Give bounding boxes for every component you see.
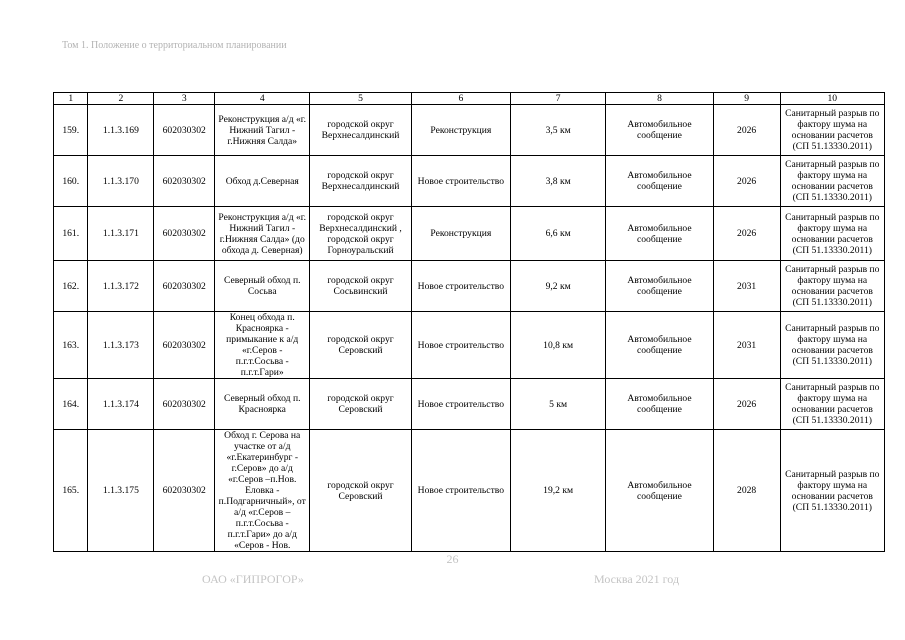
row-zone: Санитарный разрыв по фактору шума на основании расчетов (СП 51.13330.2011)	[780, 430, 884, 552]
row-number: 159.	[54, 105, 88, 156]
column-header: 5	[310, 93, 411, 105]
table-row	[54, 379, 885, 430]
row-id: 602030302	[154, 312, 215, 379]
row-purpose: Автомобильное сообщение	[606, 379, 713, 430]
row-length: 5 км	[511, 379, 606, 430]
column-header: 4	[215, 93, 310, 105]
row-length: 6,6 км	[511, 207, 606, 261]
row-id: 602030302	[154, 156, 215, 207]
page-number: 26	[446, 552, 459, 566]
table-row	[54, 207, 885, 261]
row-type: Новое строительство	[411, 379, 510, 430]
table-row	[54, 430, 885, 552]
table-row	[54, 156, 885, 207]
row-zone: Санитарный разрыв по фактору шума на основании расчетов (СП 51.13330.2011)	[780, 379, 884, 430]
row-object: Реконструкция а/д «г. Нижний Тагил - г.Нижняя Салда»	[215, 105, 310, 156]
row-purpose: Автомобильное сообщение	[606, 207, 713, 261]
row-id: 602030302	[154, 430, 215, 552]
row-id: 602030302	[154, 105, 215, 156]
table-row	[54, 261, 885, 312]
row-length: 10,8 км	[511, 312, 606, 379]
column-header: 1	[54, 93, 88, 105]
row-district: городской округ Сосьвинский	[310, 261, 411, 312]
table-row	[54, 312, 885, 379]
row-district: городской округ Верхнесалдинский , городской округ Горноуральский	[310, 207, 411, 261]
column-header: 3	[154, 93, 215, 105]
row-object: Конец обхода п. Красноярка - примыкание к а/д «г.Серов - п.г.т.Сосьва - п.г.т.Гари»	[215, 312, 310, 379]
row-purpose: Автомобильное сообщение	[606, 312, 713, 379]
table-row	[54, 105, 885, 156]
row-year: 2026	[713, 105, 780, 156]
row-district: городской округ Верхнесалдинский	[310, 105, 411, 156]
column-header: 9	[713, 93, 780, 105]
row-number: 163.	[54, 312, 88, 379]
column-header: 2	[88, 93, 154, 105]
row-purpose: Автомобильное сообщение	[606, 430, 713, 552]
row-zone: Санитарный разрыв по фактору шума на основании расчетов (СП 51.13330.2011)	[780, 312, 884, 379]
row-zone: Санитарный разрыв по фактору шума на основании расчетов (СП 51.13330.2011)	[780, 156, 884, 207]
row-id: 602030302	[154, 261, 215, 312]
row-code: 1.1.3.169	[88, 105, 154, 156]
row-code: 1.1.3.174	[88, 379, 154, 430]
row-object: Обход г. Серова на участке от а/д «г.Екатеринбург - г.Серов» до а/д «г.Серов –п.Нов. Еловка - п.Подгарничный», от а/д «г.Серов – п.г.т.Сосьва - п.г.т.Гари» до а/д «Серов - Нов.	[215, 430, 310, 552]
row-code: 1.1.3.173	[88, 312, 154, 379]
row-object: Обход д.Северная	[215, 156, 310, 207]
row-district: городской округ Серовский	[310, 430, 411, 552]
row-year: 2028	[713, 430, 780, 552]
footer-organization: ОАО «ГИПРОГОР»	[202, 572, 304, 586]
column-header: 8	[606, 93, 713, 105]
row-code: 1.1.3.170	[88, 156, 154, 207]
row-object: Северный обход п. Сосьва	[215, 261, 310, 312]
row-district: городской округ Серовский	[310, 379, 411, 430]
row-year: 2031	[713, 312, 780, 379]
document-header-note: Том 1. Положение о территориальном планировании	[62, 40, 287, 51]
row-object: Северный обход п. Красноярка	[215, 379, 310, 430]
row-length: 9,2 км	[511, 261, 606, 312]
row-number: 164.	[54, 379, 88, 430]
column-header: 6	[411, 93, 510, 105]
row-zone: Санитарный разрыв по фактору шума на основании расчетов (СП 51.13330.2011)	[780, 105, 884, 156]
row-length: 19,2 км	[511, 430, 606, 552]
row-year: 2026	[713, 207, 780, 261]
row-object: Реконструкция а/д «г. Нижний Тагил - г.Нижняя Салда» (до обхода д. Северная)	[215, 207, 310, 261]
row-code: 1.1.3.171	[88, 207, 154, 261]
row-id: 602030302	[154, 379, 215, 430]
row-type: Новое строительство	[411, 156, 510, 207]
row-purpose: Автомобильное сообщение	[606, 156, 713, 207]
row-type: Реконструкция	[411, 105, 510, 156]
row-purpose: Автомобильное сообщение	[606, 105, 713, 156]
row-number: 161.	[54, 207, 88, 261]
row-zone: Санитарный разрыв по фактору шума на основании расчетов (СП 51.13330.2011)	[780, 207, 884, 261]
footer-place-year: Москва 2021 год	[594, 572, 680, 586]
row-type: Реконструкция	[411, 207, 510, 261]
row-code: 1.1.3.172	[88, 261, 154, 312]
row-purpose: Автомобильное сообщение	[606, 261, 713, 312]
row-type: Новое строительство	[411, 312, 510, 379]
row-length: 3,5 км	[511, 105, 606, 156]
table-header-row	[54, 93, 885, 105]
row-code: 1.1.3.175	[88, 430, 154, 552]
row-number: 162.	[54, 261, 88, 312]
row-year: 2026	[713, 379, 780, 430]
row-district: городской округ Верхнесалдинский	[310, 156, 411, 207]
column-header: 10	[780, 93, 884, 105]
column-header: 7	[511, 93, 606, 105]
row-id: 602030302	[154, 207, 215, 261]
row-type: Новое строительство	[411, 430, 510, 552]
row-zone: Санитарный разрыв по фактору шума на основании расчетов (СП 51.13330.2011)	[780, 261, 884, 312]
row-type: Новое строительство	[411, 261, 510, 312]
row-number: 160.	[54, 156, 88, 207]
row-year: 2031	[713, 261, 780, 312]
planning-table	[53, 92, 885, 552]
row-length: 3,8 км	[511, 156, 606, 207]
row-year: 2026	[713, 156, 780, 207]
row-district: городской округ Серовский	[310, 312, 411, 379]
row-number: 165.	[54, 430, 88, 552]
